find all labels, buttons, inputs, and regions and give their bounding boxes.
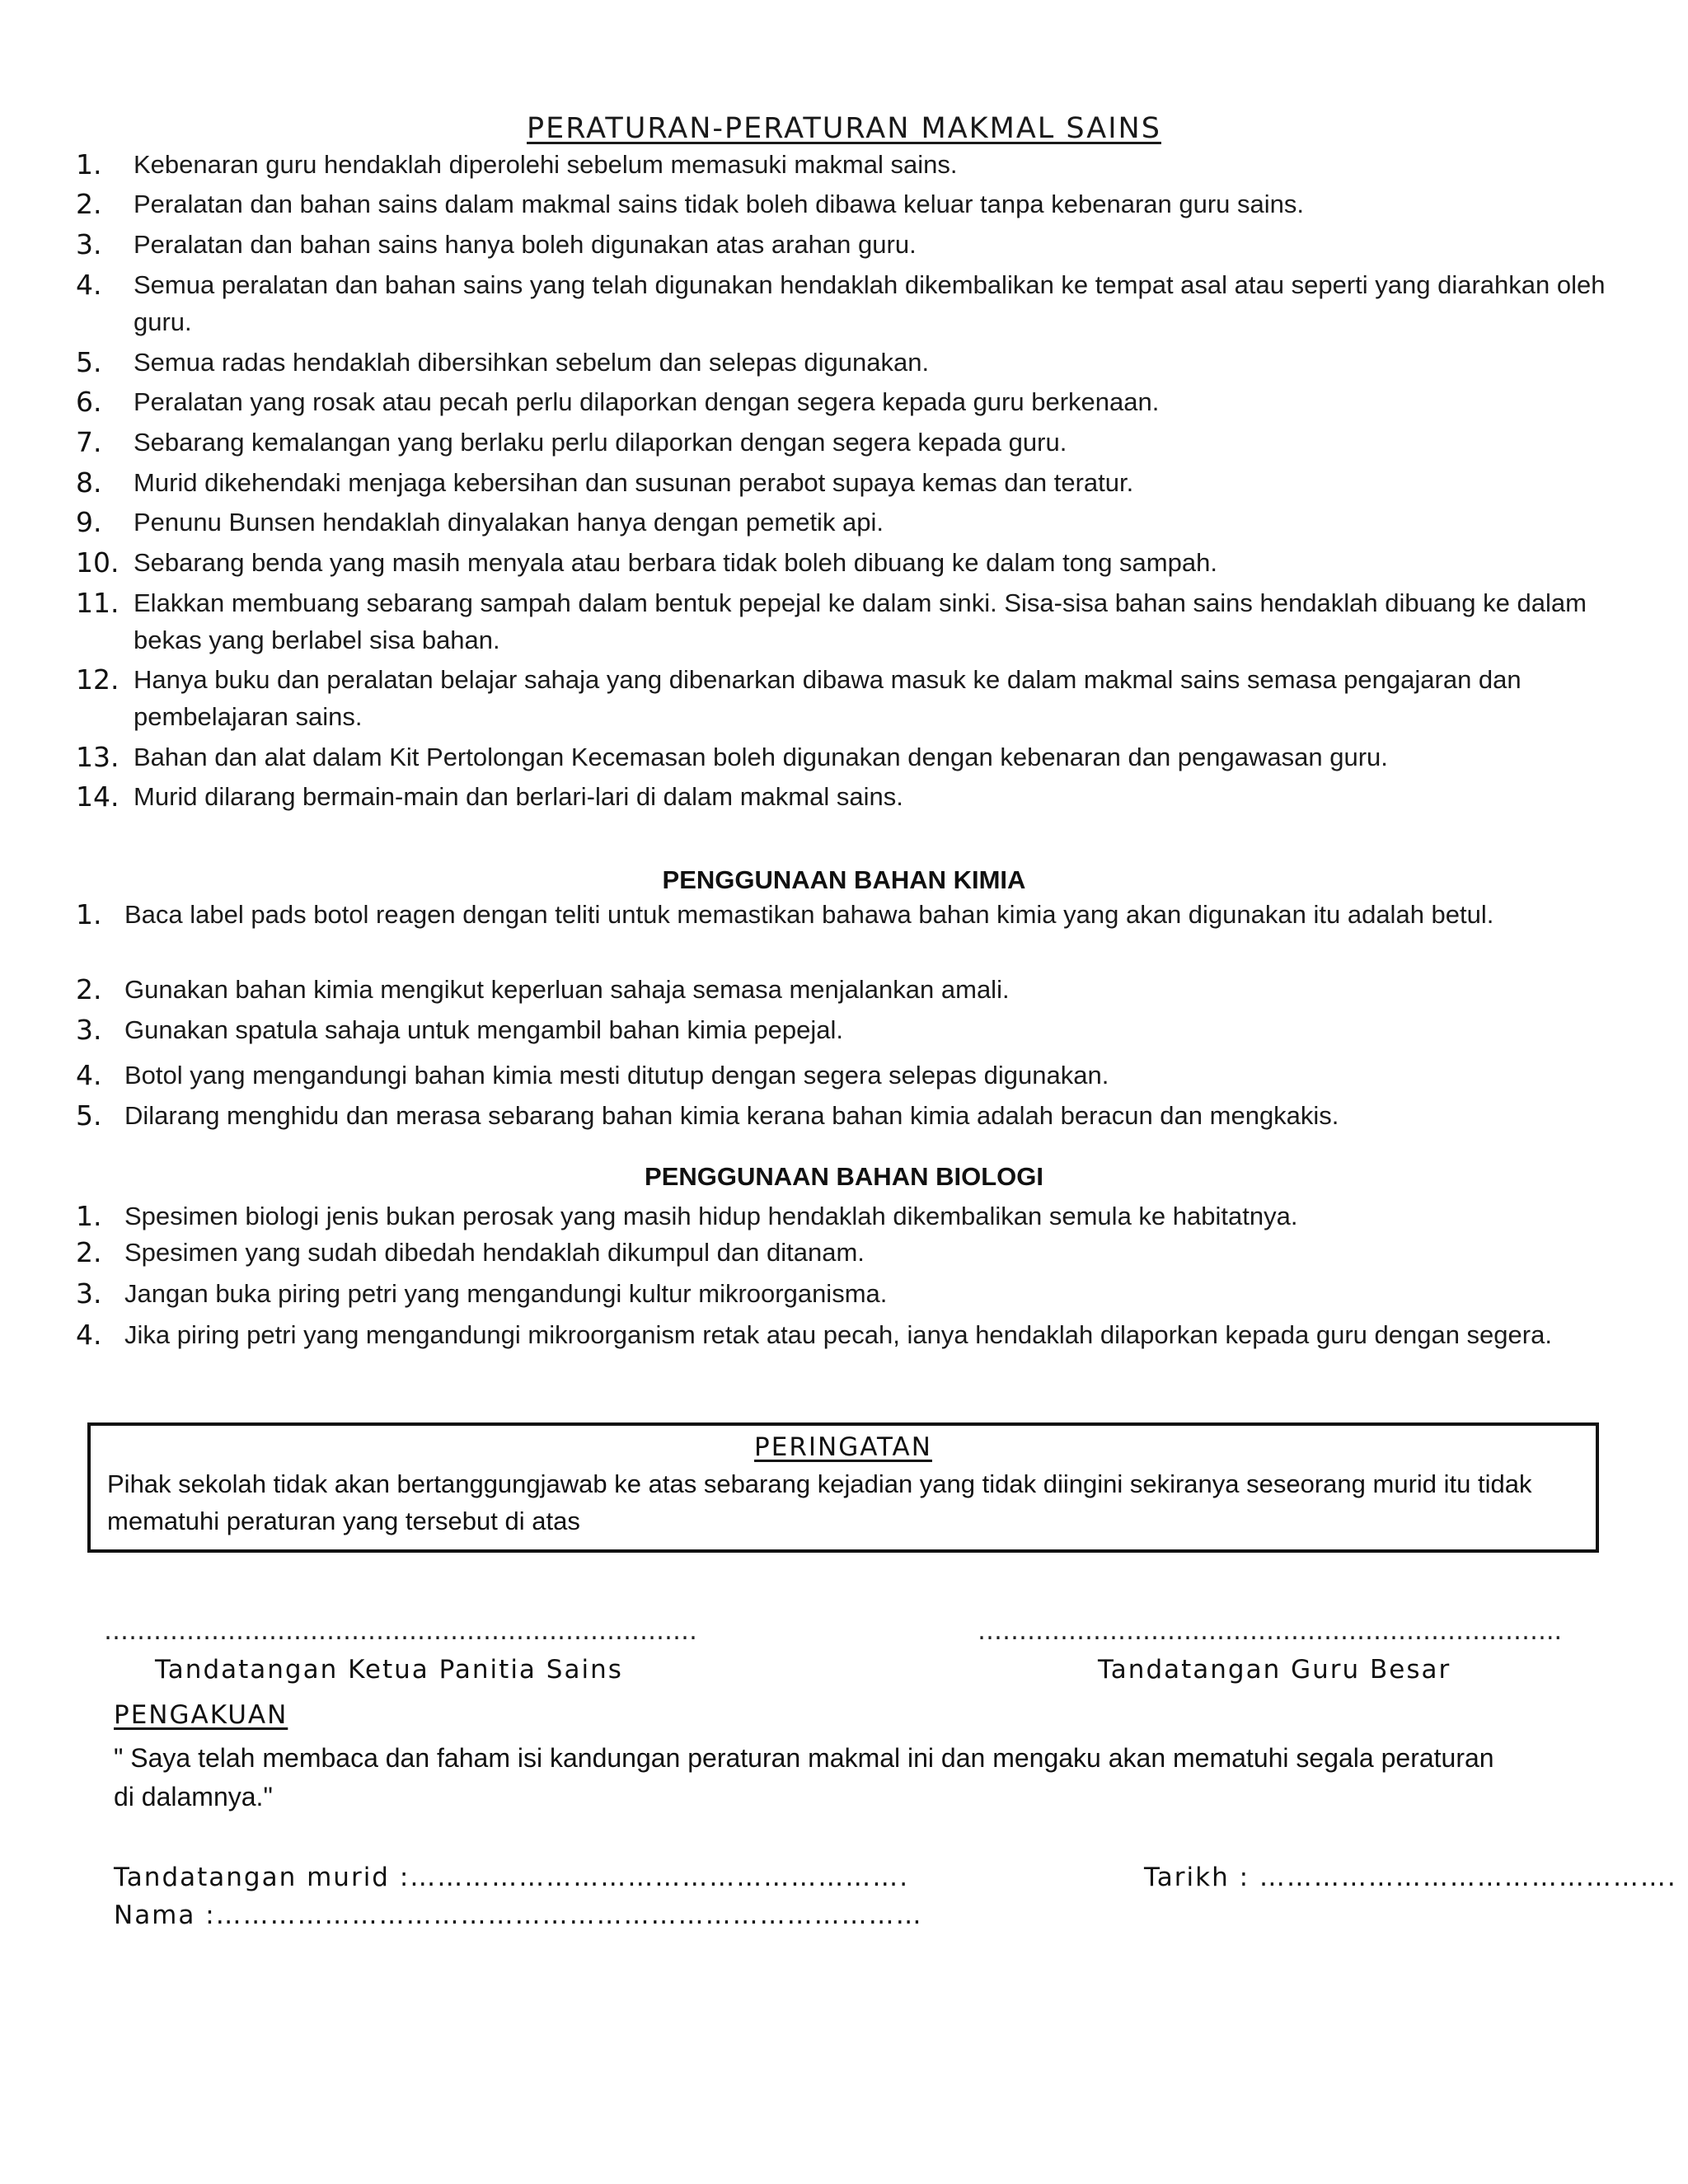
item-number: 7. <box>76 426 102 458</box>
document-title: PERATURAN-PERATURAN MAKMAL SAINS <box>527 112 1161 145</box>
item-number: 2. <box>76 1236 102 1268</box>
item-number: 8. <box>76 466 102 499</box>
signature-label-ketua-panitia: Tandatangan Ketua Panitia Sains <box>155 1655 623 1685</box>
warning-text: Pihak sekolah tidak akan bertanggungjawab ke atas sebarang kejadian yang tidak diingini sekiranya seseorang murid itu tidak mematuhi peraturan yang tersebut di atas <box>107 1469 1532 1535</box>
item-text: Sebarang kemalangan yang berlaku perlu dilaporkan dengan segera kepada guru. <box>134 428 1067 457</box>
warning-box <box>87 1422 1599 1553</box>
warning-title: PERINGATAN <box>754 1432 932 1462</box>
item-number: 11. <box>76 587 120 619</box>
signature-line-left: ……………………………………………………………… <box>104 1617 697 1646</box>
list-item <box>0 1316 1600 1392</box>
kimia-heading: PENGGUNAAN BAHAN KIMIA <box>662 865 1026 894</box>
item-text: Baca label pads botol reagen dengan teliti untuk memastikan bahawa bahan kimia yang akan digunakan itu adalah betul. <box>124 900 1494 929</box>
list-item <box>0 1197 1600 1234</box>
item-text: Penunu Bunsen hendaklah dinyalakan hanya dengan pemetik api. <box>134 508 884 537</box>
list-item <box>0 1234 1600 1275</box>
list-item <box>0 185 1609 226</box>
item-text: Spesimen yang sudah dibedah hendaklah dikumpul dan ditanam. <box>124 1238 865 1267</box>
rules-list <box>0 146 1609 818</box>
signature-line-right: …………………………………………………………….. <box>978 1617 1563 1646</box>
item-number: 10. <box>76 546 120 579</box>
item-text: Dilarang menghidu dan merasa sebarang bahan kimia kerana bahan kimia adalah beracun dan mengkakis. <box>124 1101 1339 1130</box>
item-text: Peralatan dan bahan sains hanya boleh digunakan atas arahan guru. <box>134 230 917 259</box>
item-text: Jika piring petri yang mengandungi mikroorganism retak atau pecah, ianya hendaklah dilaporkan kepada guru dengan segera. <box>124 1320 1552 1349</box>
item-number: 12. <box>76 663 120 696</box>
pengakuan-text: " Saya telah membaca dan faham isi kandungan peraturan makmal ini dan mengaku akan mematuhi segala peraturan di dalamnya." <box>114 1743 1494 1811</box>
bio-heading: PENGGUNAAN BAHAN BIOLOGI <box>645 1162 1043 1191</box>
item-number: 9. <box>76 506 102 538</box>
item-number: 4. <box>76 269 102 301</box>
list-item <box>0 504 1609 544</box>
item-text: Botol yang mengandungi bahan kimia mesti ditutup dengan segera selepas digunakan. <box>124 1061 1109 1090</box>
item-text: Gunakan spatula sahaja untuk mengambil bahan kimia pepejal. <box>124 1015 844 1044</box>
list-item <box>0 738 1609 778</box>
student-signature-field: Tandatangan murid :………………………………………………. <box>114 1863 910 1892</box>
item-text: Sebarang benda yang masih menyala atau berbara tidak boleh dibuang ke dalam tong sampah. <box>134 548 1217 577</box>
item-number: 1. <box>76 1200 102 1232</box>
list-item <box>0 344 1609 383</box>
kimia-list <box>0 898 1600 1137</box>
bio-list <box>0 1197 1600 1392</box>
item-number: 1. <box>76 898 102 930</box>
list-item <box>0 383 1609 424</box>
item-number: 5. <box>76 346 102 378</box>
list-item <box>0 544 1609 584</box>
item-text: Gunakan bahan kimia mengikut keperluan sahaja semasa menjalankan amali. <box>124 975 1010 1004</box>
item-text: Peralatan yang rosak atau pecah perlu dilaporkan dengan segera kepada guru berkenaan. <box>134 387 1160 416</box>
list-item <box>0 464 1609 504</box>
item-number: 4. <box>76 1319 102 1351</box>
date-field: Tarikh : ………………………………………. <box>1144 1863 1677 1892</box>
list-item <box>0 898 1600 971</box>
item-text: Semua radas hendaklah dibersihkan sebelum dan selepas digunakan. <box>134 348 930 377</box>
pengakuan-title: PENGAKUAN <box>114 1700 288 1730</box>
list-item <box>0 1097 1600 1137</box>
item-number: 3. <box>76 1277 102 1310</box>
item-text: Bahan dan alat dalam Kit Pertolongan Kecemasan boleh digunakan dengan kebenaran dan pengawasan guru. <box>134 743 1388 771</box>
list-item <box>0 1275 1600 1316</box>
item-text: Kebenaran guru hendaklah diperolehi sebelum memasuki makmal sains. <box>134 150 958 179</box>
item-text: Murid dilarang bermain-main dan berlari-lari di dalam makmal sains. <box>134 782 903 811</box>
list-item <box>0 226 1609 266</box>
item-text: Jangan buka piring petri yang mengandungi kultur mikroorganisma. <box>124 1279 888 1308</box>
list-item <box>0 778 1609 818</box>
signature-label-guru-besar: Tandatangan Guru Besar <box>1098 1655 1451 1685</box>
item-number: 6. <box>76 386 102 418</box>
item-number: 14. <box>76 780 120 813</box>
item-text: Spesimen biologi jenis bukan perosak yang masih hidup hendaklah dikembalikan semula ke habitatnya. <box>124 1202 1298 1230</box>
list-item <box>0 584 1609 661</box>
list-item <box>0 661 1609 738</box>
item-text: Elakkan membuang sebarang sampah dalam bentuk pepejal ke dalam sinki. Sisa-sisa bahan sains hendaklah dibuang ke dalam bekas yang berlabel sisa bahan. <box>134 588 1587 654</box>
list-item <box>0 266 1609 344</box>
list-item <box>0 146 1609 185</box>
list-item <box>0 424 1609 464</box>
item-text: Peralatan dan bahan sains dalam makmal sains tidak boleh dibawa keluar tanpa kebenaran guru sains. <box>134 190 1305 218</box>
item-number: 4. <box>76 1059 102 1091</box>
item-text: Murid dikehendaki menjaga kebersihan dan susunan perabot supaya kemas dan teratur. <box>134 468 1134 497</box>
item-text: Semua peralatan dan bahan sains yang telah digunakan hendaklah dikembalikan ke tempat asal atau seperti yang diarahkan oleh guru. <box>134 270 1606 336</box>
list-item <box>0 971 1600 1011</box>
item-number: 1. <box>76 148 102 180</box>
item-number: 5. <box>76 1099 102 1132</box>
item-text: Hanya buku dan peralatan belajar sahaja yang dibenarkan dibawa masuk ke dalam makmal sains semasa pengajaran dan pembelajaran sains. <box>134 665 1522 731</box>
item-number: 2. <box>76 188 102 220</box>
item-number: 13. <box>76 741 120 773</box>
list-item <box>0 1011 1600 1057</box>
list-item <box>0 1057 1600 1097</box>
item-number: 2. <box>76 973 102 1005</box>
name-field: Nama :…………………………………………………………………… <box>114 1900 923 1930</box>
item-number: 3. <box>76 1014 102 1046</box>
item-number: 3. <box>76 228 102 260</box>
